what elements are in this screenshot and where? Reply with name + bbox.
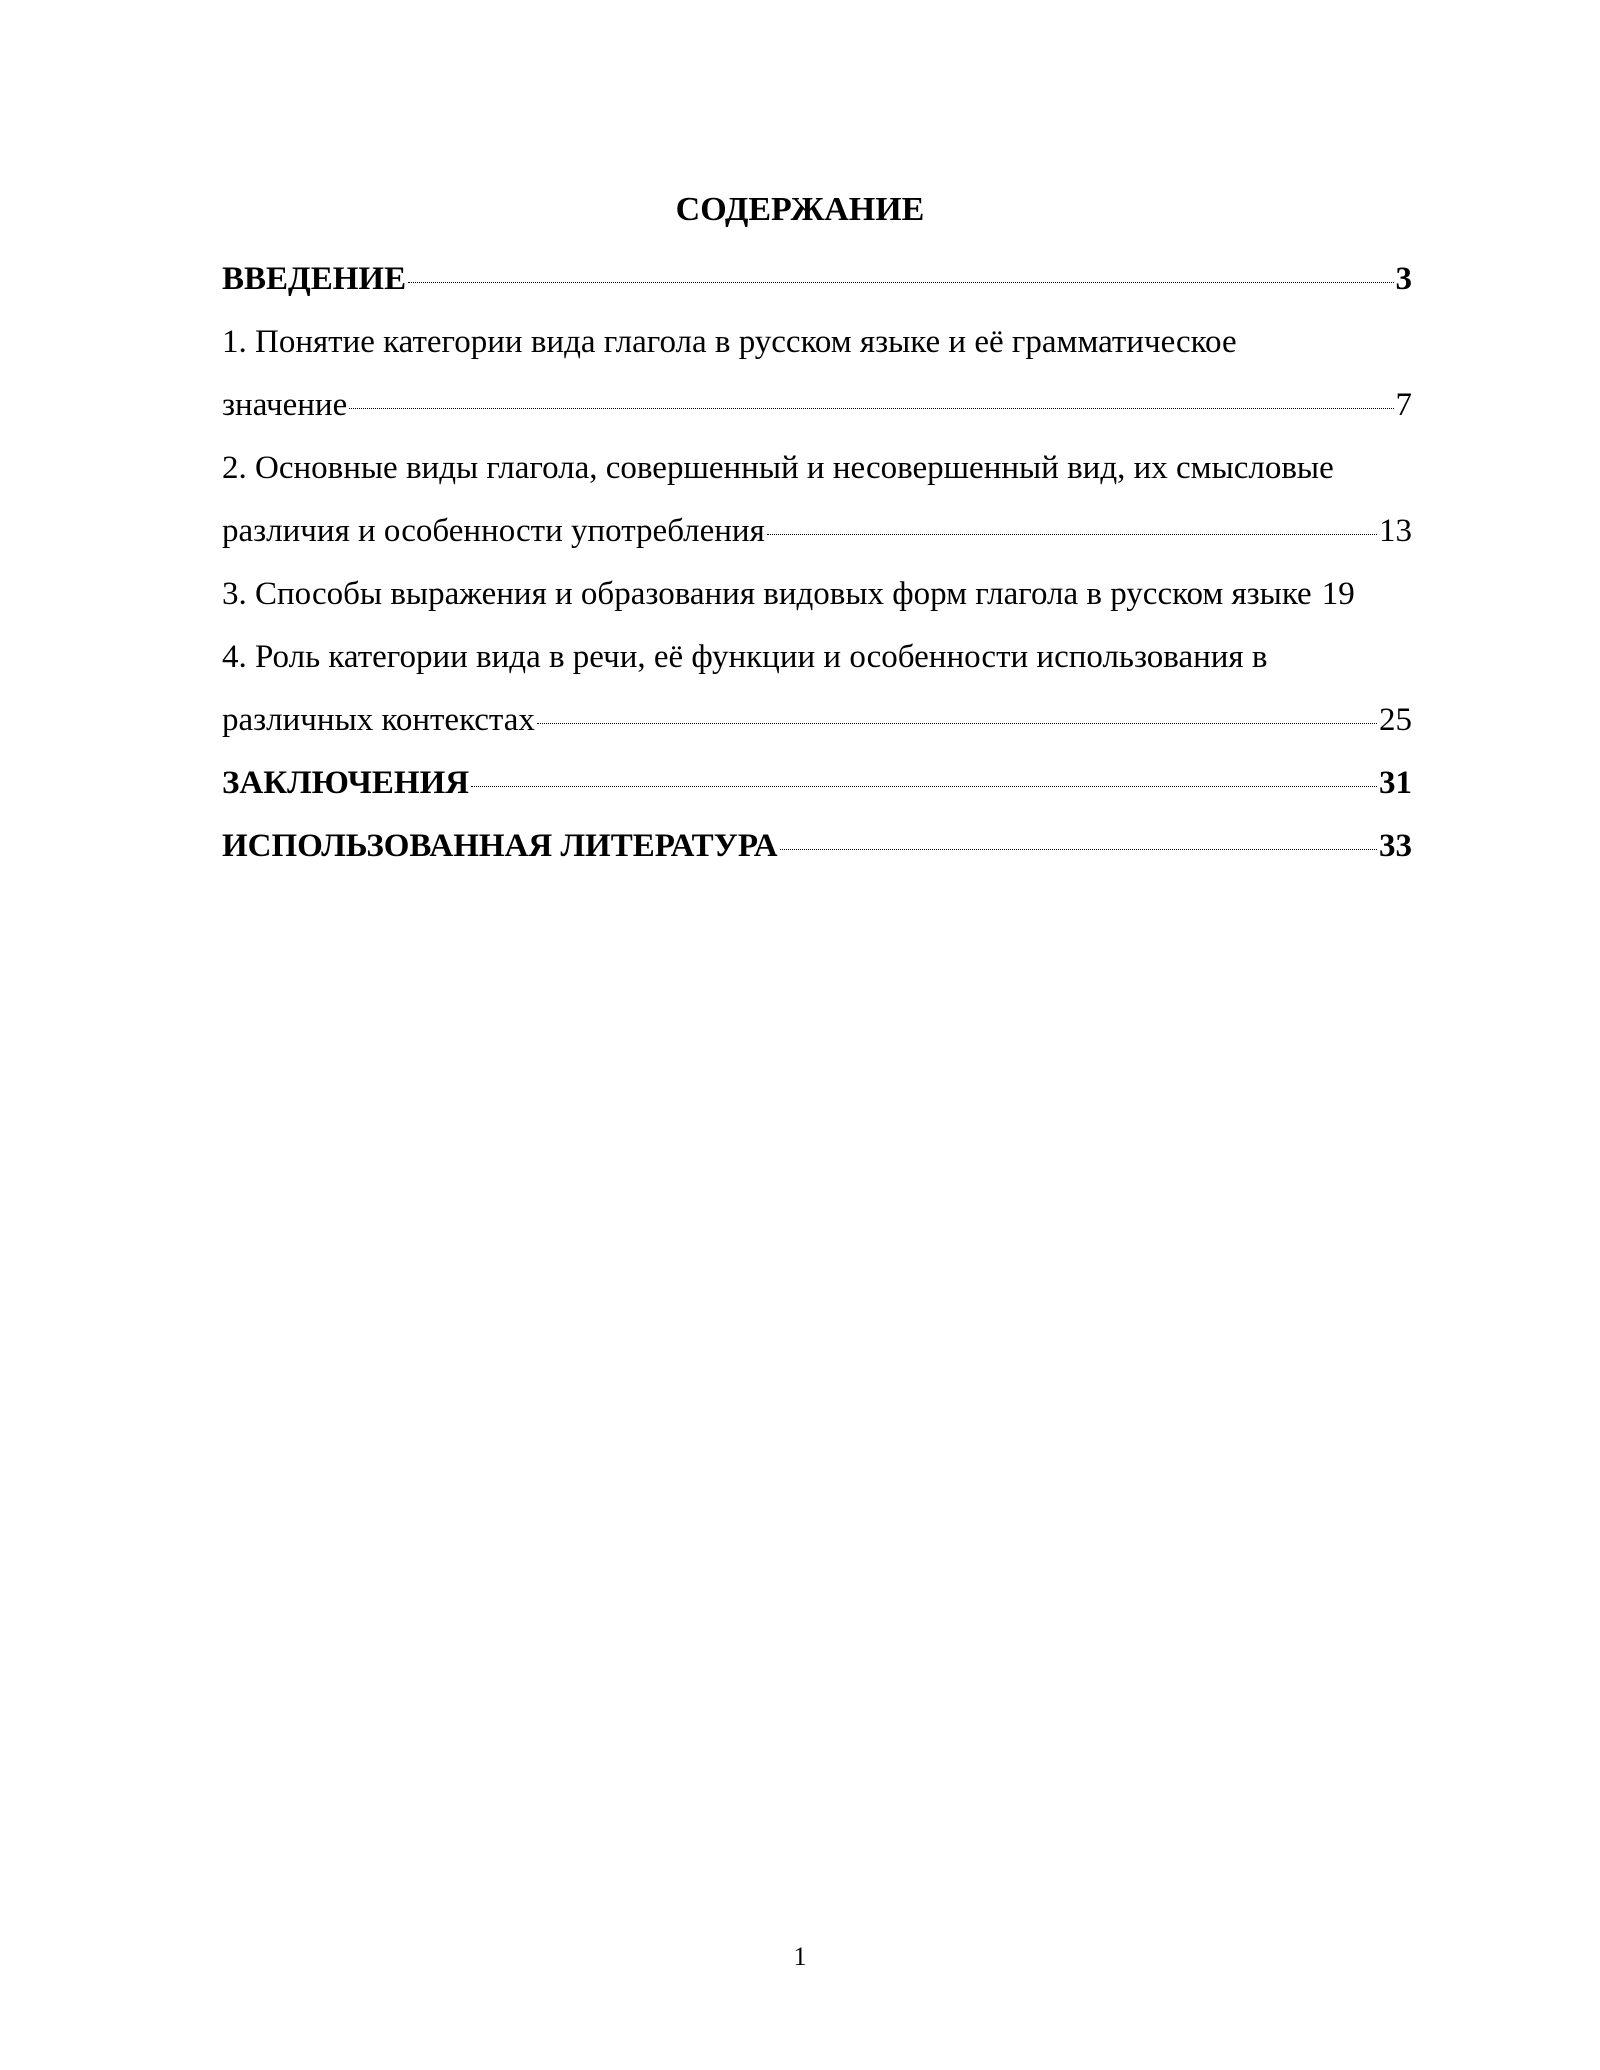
page-title: СОДЕРЖАНИЕ (675, 191, 925, 228)
toc-page-number: 3 (1395, 261, 1412, 297)
toc-entry-text-line2: значение (222, 387, 348, 423)
dot-leader (471, 786, 1377, 787)
toc-entry-text-line1: 4. Роль категории вида в речи, её функции и особенности использования в (222, 639, 1268, 675)
toc-page-number: 7 (1395, 387, 1412, 423)
dot-leader (349, 408, 1393, 409)
dot-leader (408, 282, 1393, 283)
toc-page-number: 31 (1379, 765, 1412, 801)
toc-entry-text-line1: 1. Понятие категории вида глагола в русском языке и её грамматическое (222, 324, 1237, 360)
table-of-contents (222, 248, 1412, 878)
toc-entry-text: ЗАКЛЮЧЕНИЯ (222, 765, 470, 801)
toc-entry-section-4 (222, 626, 1412, 752)
toc-entry-text-line1: 2. Основные виды глагола, совершенный и несовершенный вид, их смысловые (222, 450, 1334, 486)
toc-page-number: 13 (1379, 513, 1412, 549)
dot-leader (537, 723, 1377, 724)
toc-entry-literature (222, 815, 1412, 878)
toc-page-number: 19 (1321, 576, 1355, 612)
toc-page-number: 25 (1379, 702, 1412, 738)
toc-entry-text-line2: различия и особенности употребления (222, 513, 765, 549)
toc-entry-introduction (222, 248, 1412, 311)
toc-entry-section-1 (222, 311, 1412, 437)
dot-leader (767, 534, 1377, 535)
toc-page-number: 33 (1379, 828, 1412, 864)
toc-entry-conclusion (222, 752, 1412, 815)
toc-entry-section-3 (222, 563, 1412, 626)
toc-entry-section-2 (222, 437, 1412, 563)
toc-entry-text-line2: различных контекстах (222, 702, 535, 738)
toc-entry-text: 3. Способы выражения и образования видовых форм глагола в русском языке (222, 576, 1312, 612)
toc-entry-text: ИСПОЛЬЗОВАННАЯ ЛИТЕРАТУРА (222, 828, 778, 864)
dot-leader (780, 849, 1377, 850)
toc-entry-text: ВВЕДЕНИЕ (222, 261, 407, 297)
page-number: 1 (793, 1942, 807, 1971)
